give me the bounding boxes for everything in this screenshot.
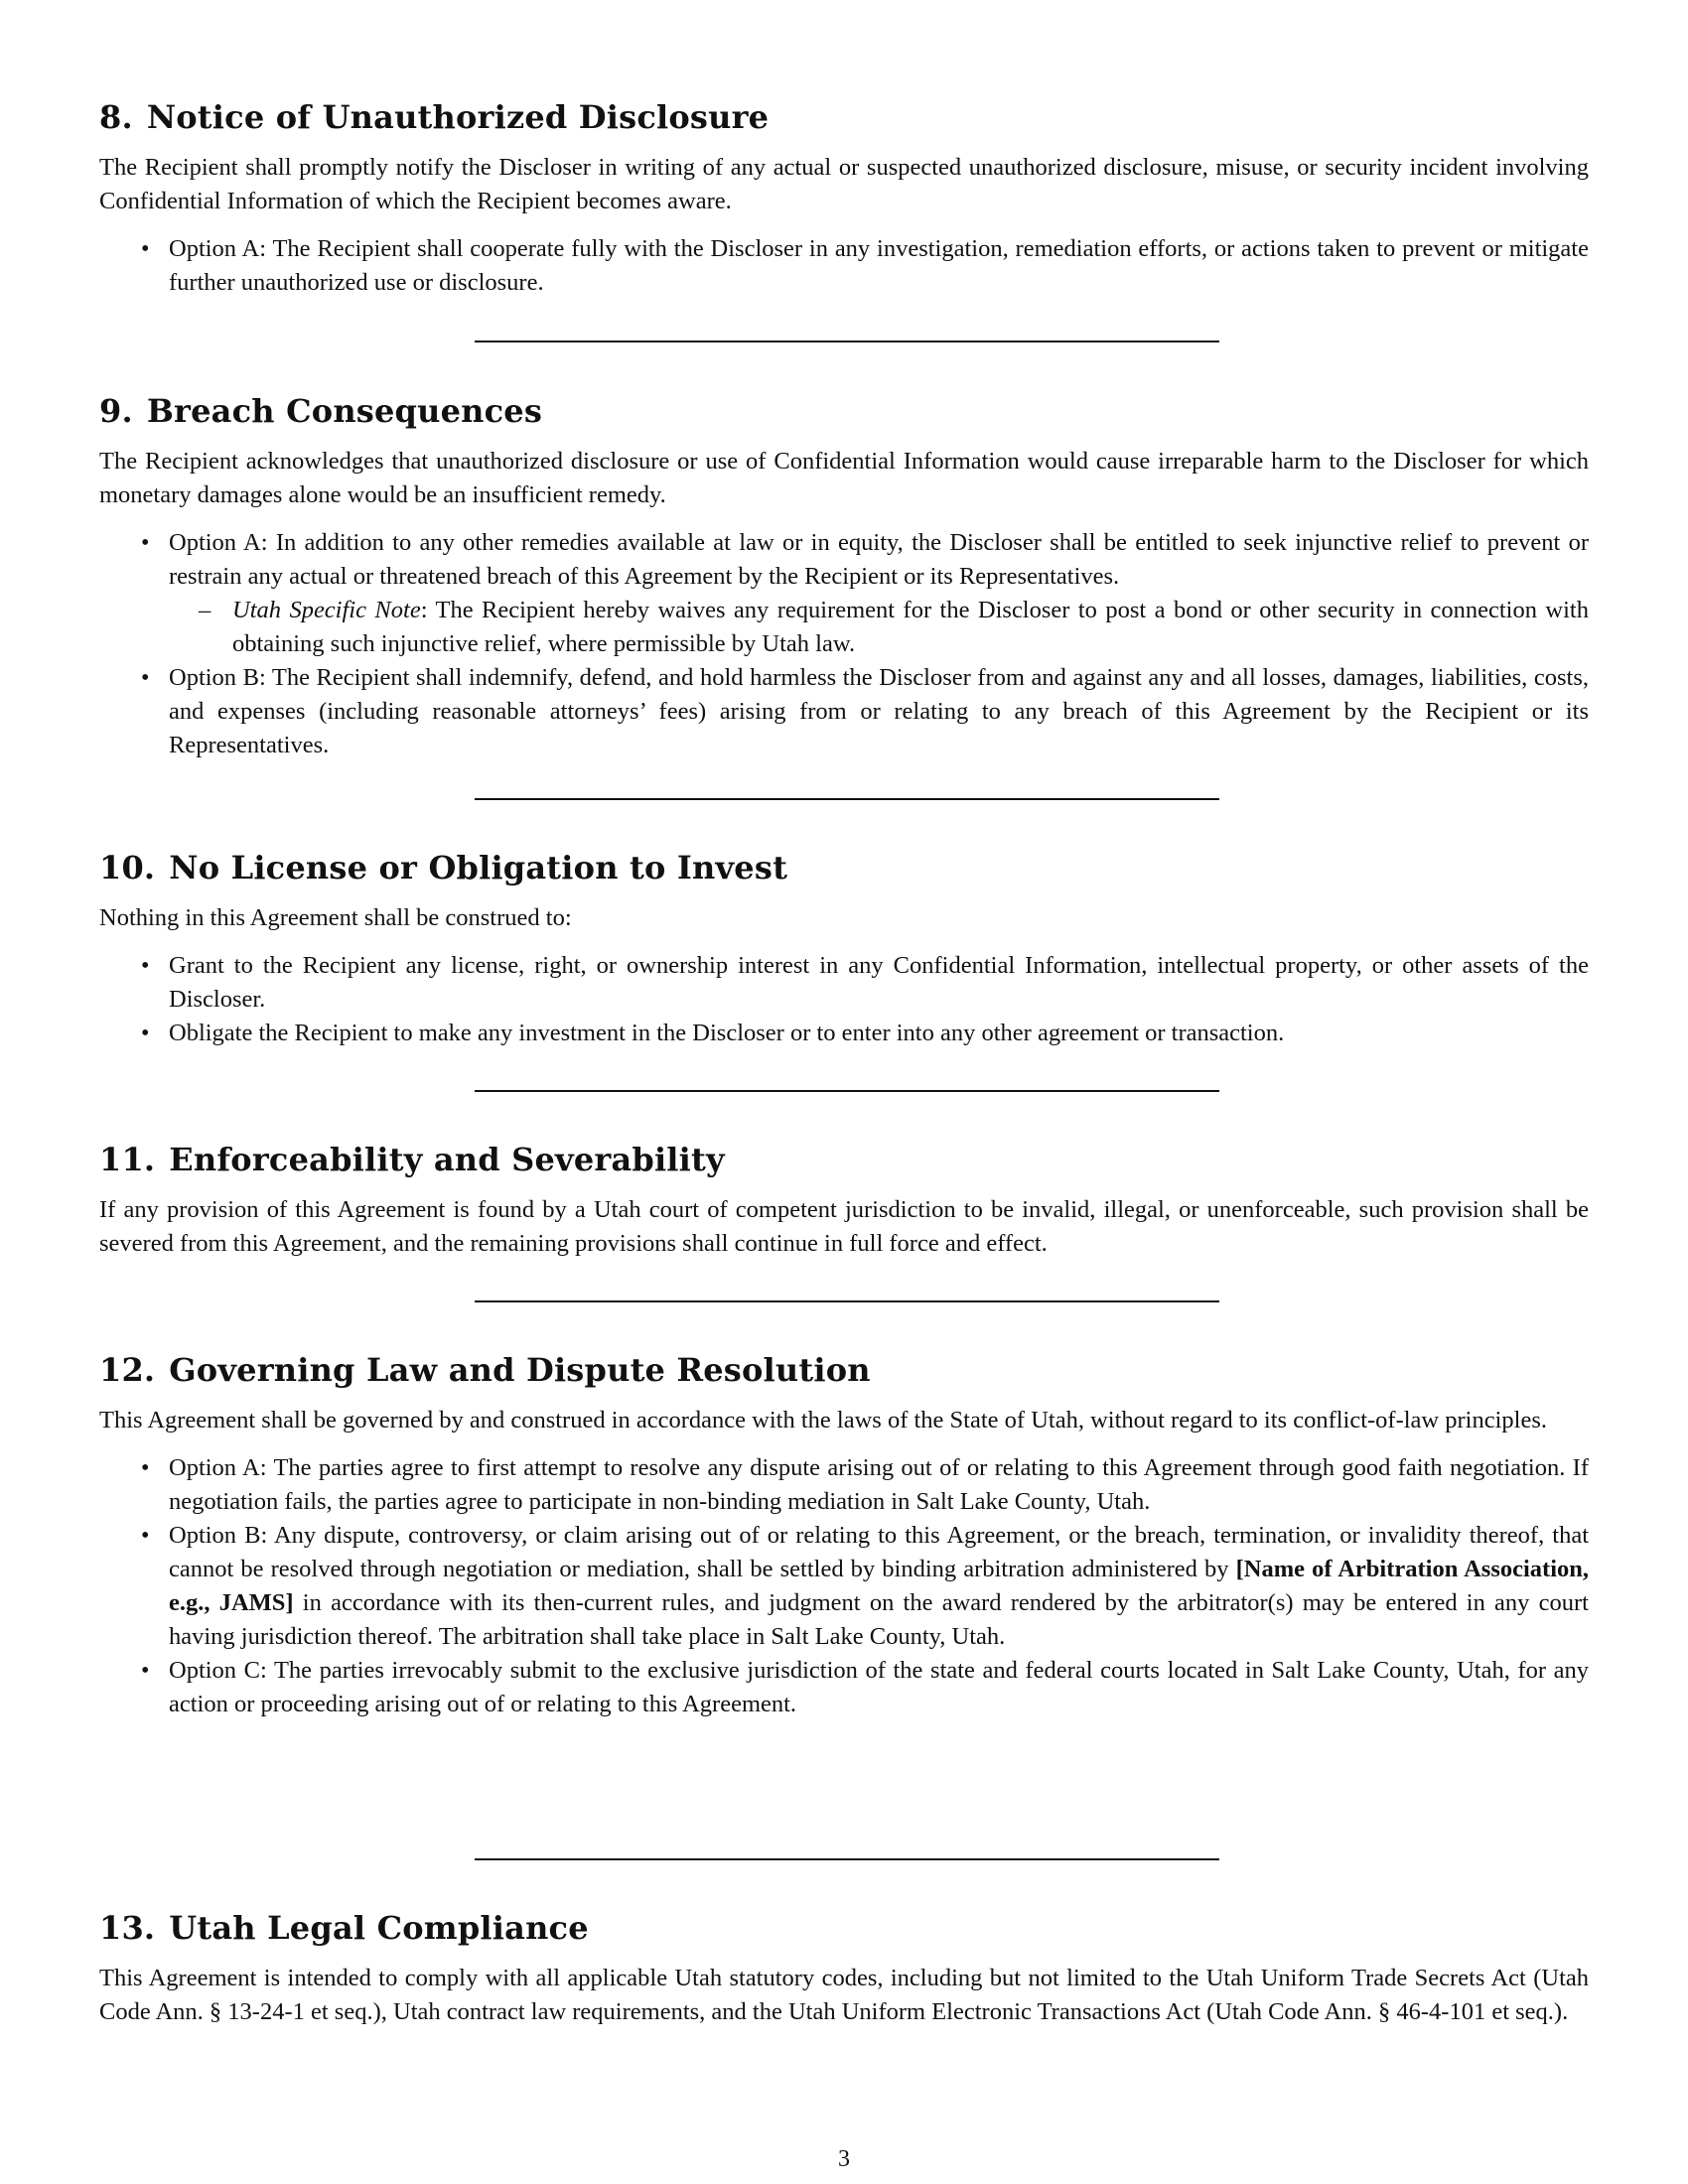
section-divider <box>475 1858 1219 1860</box>
sub-list-item: – Utah Specific Note: The Recipient hereby waives any requirement for the Discloser to post a bond or other security in connection with obtaining such injunctive relief, where permissible by Utah law. <box>169 594 1589 661</box>
section-9 <box>99 389 1589 762</box>
option-list <box>99 232 1589 300</box>
sub-list <box>169 594 1589 661</box>
bullet-icon: • <box>141 1658 150 1684</box>
bullet-icon: • <box>141 953 150 979</box>
section-body: The Recipient shall promptly notify the Discloser in writing of any actual or suspected unauthorized disclosure, misuse, or security incident involving Confidential Information of which the Recipient becomes aware. <box>99 154 1589 214</box>
list-item: • Grant to the Recipient any license, right, or ownership interest in any Confidential Information, intellectual property, or other assets of the Discloser. <box>99 949 1589 1017</box>
section-heading: 9. Breach Consequences <box>99 392 543 430</box>
arbitration-placeholder: [Name of Arbitration Association, e.g., JAMS] <box>169 1556 1589 1616</box>
page-number: 3 <box>838 2146 850 2172</box>
section-heading: 11. Enforceability and Severability <box>99 1141 725 1178</box>
section-heading: 8. Notice of Unauthorized Disclosure <box>99 98 770 136</box>
section-divider <box>475 1090 1219 1092</box>
section-11 <box>99 1138 1589 1261</box>
option-list <box>99 1451 1589 1721</box>
section-body: Nothing in this Agreement shall be construed to: <box>99 904 572 931</box>
section-heading: 13. Utah Legal Compliance <box>99 1909 589 1947</box>
bullet-icon: • <box>141 1021 150 1046</box>
bullet-icon: • <box>141 1523 150 1549</box>
section-divider <box>475 798 1219 800</box>
section-body: This Agreement is intended to comply with all applicable Utah statutory codes, including but not limited to the Utah Uniform Trade Secrets Act (Utah Code Ann. § 13-24-1 et seq.), Utah contract law requirements, and the Utah Uniform Electronic Transactions Act (Utah Code Ann. § 46-4-101 et seq.). <box>99 1965 1589 2025</box>
section-heading: 12. Governing Law and Dispute Resolution <box>99 1351 871 1389</box>
section-13 <box>99 1906 1589 2029</box>
section-8 <box>99 95 1589 300</box>
section-heading: 10. No License or Obligation to Invest <box>99 849 788 887</box>
section-body: If any provision of this Agreement is found by a Utah court of competent jurisdiction to be invalid, illegal, or unenforceable, such provision shall be severed from this Agreement, and the remaining provisions shall continue in full force and effect. <box>99 1196 1589 1257</box>
list-item: • Option B: The Recipient shall indemnify, defend, and hold harmless the Discloser from and against any and all losses, damages, liabilities, costs, and expenses (including reasonable attorneys’ fees) arising from or relating to any breach of this Agreement by the Recipient or its Representatives. <box>99 661 1589 762</box>
list-item: • Option A: In addition to any other remedies available at law or in equity, the Discloser shall be entitled to seek injunctive relief to prevent or restrain any actual or threatened breach of this Agreement by the Recipient or its Representatives. – Utah Specific Note: The Recipient hereby waives any requirement for the Discloser to post a bond or other security in connection with obtaining such injunctive relief, where permissible by Utah law. <box>99 526 1589 661</box>
section-divider <box>475 1300 1219 1302</box>
bullet-icon: • <box>141 530 150 556</box>
bullet-icon: • <box>141 1455 150 1481</box>
bullet-icon: • <box>141 236 150 262</box>
list-item: • Option A: The Recipient shall cooperate fully with the Discloser in any investigation, remediation efforts, or actions taken to prevent or mitigate further unauthorized use or disclosure. <box>99 232 1589 300</box>
bullet-icon: • <box>141 665 150 691</box>
section-divider <box>475 341 1219 342</box>
list-item: • Option B: Any dispute, controversy, or claim arising out of or relating to this Agreement, or the breach, termination, or invalidity thereof, that cannot be resolved through negotiation or mediation, shall be settled by binding arbitration administered by [Name of Arbitration Association, e.g., JAMS] in accordance with its then-current rules, and judgment on the award rendered by the arbitrator(s) may be entered in any court having jurisdiction thereof. The arbitration shall take place in Salt Lake County, Utah. <box>99 1519 1589 1654</box>
list-item: • Obligate the Recipient to make any investment in the Discloser or to enter into any other agreement or transaction. <box>99 1017 1589 1050</box>
option-list <box>99 526 1589 762</box>
document-page <box>99 0 1589 2184</box>
list-item: • Option C: The parties irrevocably submit to the exclusive jurisdiction of the state and federal courts located in Salt Lake County, Utah, for any action or proceeding arising out of or relating to this Agreement. <box>99 1654 1589 1721</box>
section-10 <box>99 846 1589 1050</box>
section-body: The Recipient acknowledges that unauthorized disclosure or use of Confidential Information would cause irreparable harm to the Discloser for which monetary damages alone would be an insufficient remedy. <box>99 448 1589 508</box>
dash-icon: – <box>199 597 211 623</box>
list-item: • Option A: The parties agree to first attempt to resolve any dispute arising out of or relating to this Agreement through good faith negotiation. If negotiation fails, the parties agree to participate in non-binding mediation in Salt Lake County, Utah. <box>99 1451 1589 1519</box>
section-body: This Agreement shall be governed by and construed in accordance with the laws of the State of Utah, without regard to its conflict-of-law principles. <box>99 1407 1547 1433</box>
option-list <box>99 949 1589 1050</box>
note-label: Utah Specific Note <box>232 597 421 623</box>
section-12 <box>99 1348 1589 1721</box>
